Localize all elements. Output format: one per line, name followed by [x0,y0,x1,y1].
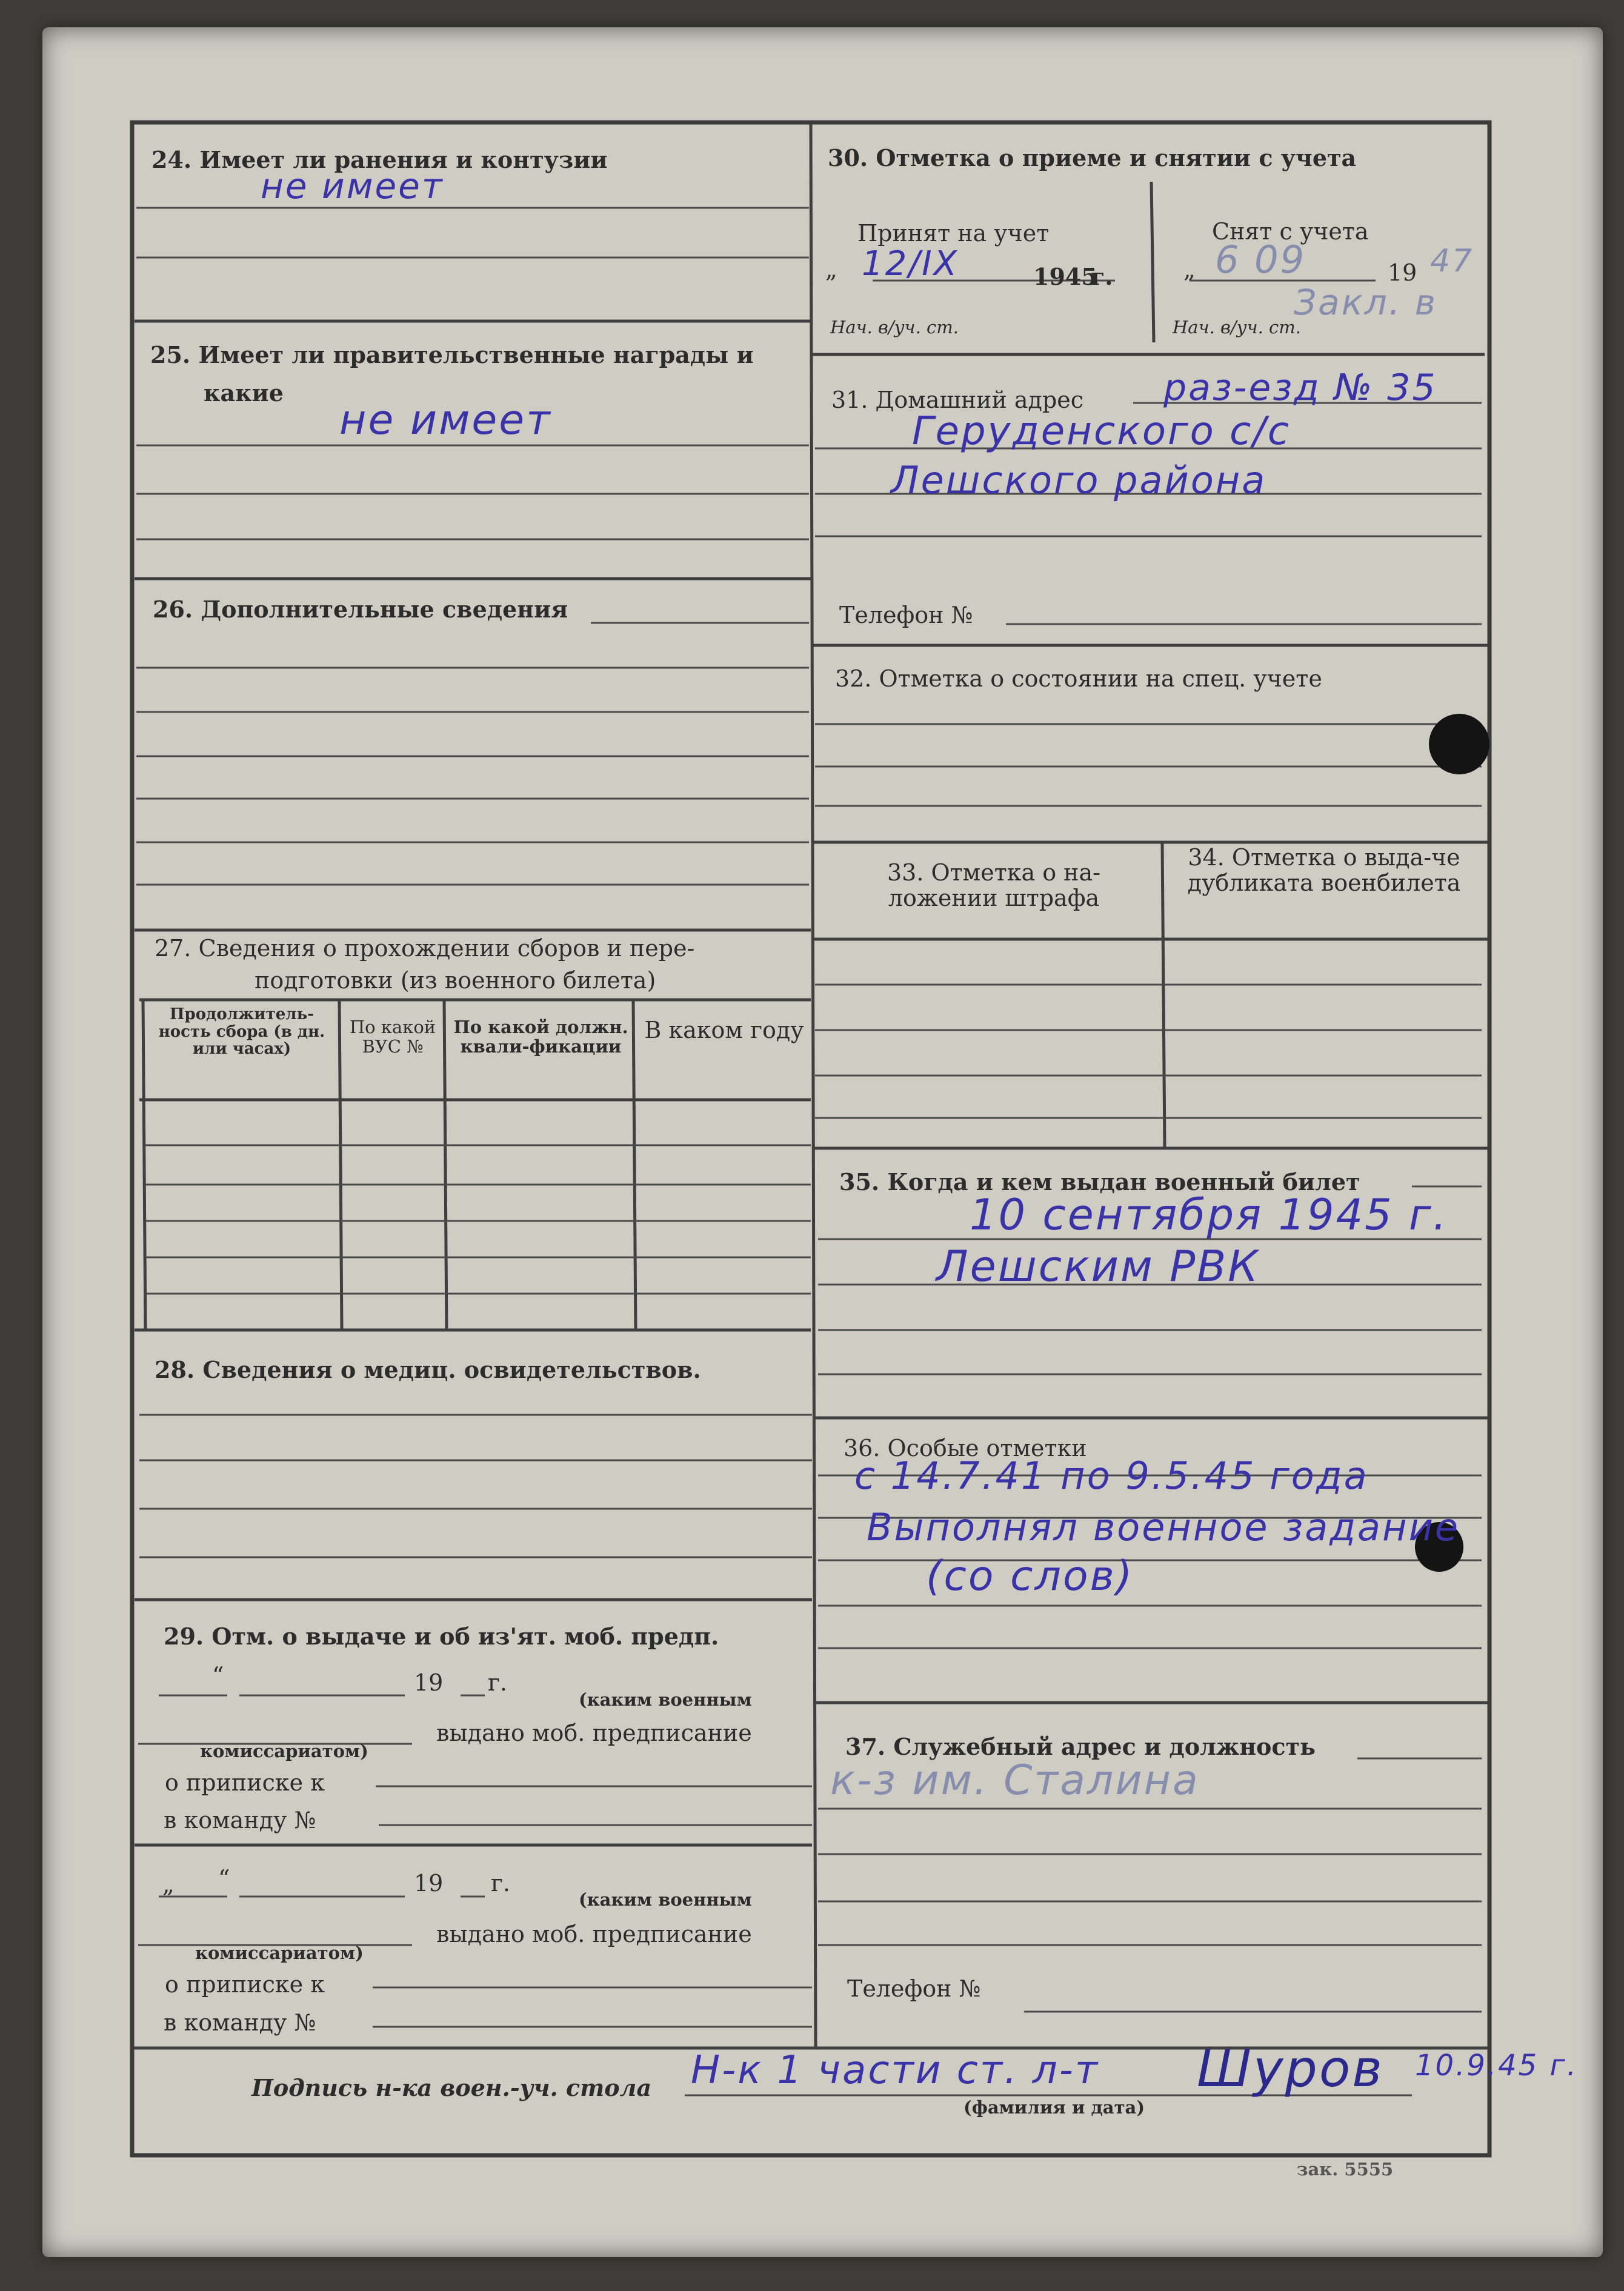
f29-issued2: выдано моб. предписание [436,1921,752,1947]
f30-accepted-date: 12/IX [862,244,959,284]
f25-label-line1: 25. Имеет ли правительственные награды и [150,341,754,368]
f35-line2: Лешским РВК [936,1242,1260,1291]
f31-label: 31. Домашний адрес [831,387,1084,413]
f27-col-duration: Продолжитель-ность сбора (в дн. или часах) [158,1005,325,1059]
f30-chief1: Нач. в/уч. ст. [830,317,959,337]
f37-phone: Телефон № [847,1975,981,2002]
f31-line3: Лешского района [891,458,1267,502]
f30-chief2: Нач. в/уч. ст. [1173,317,1301,337]
f30-accepted-quote: „ [825,256,837,283]
f29-yearsuffix2: г. [491,1870,510,1897]
f29-label: 29. Отм. о выдаче и об из'ят. моб. предп. [164,1623,719,1650]
f24-label: 24. Имеет ли ранения и контузии [151,146,608,173]
f29-team2: в команду № [164,2009,316,2036]
f30-removed-year: 19 [1388,259,1417,286]
f24-answer: не имеет [261,165,444,207]
printer-mark: зак. 5555 [1297,2159,1394,2180]
f30-label: 30. Отметка о приеме и снятии с учета [828,144,1357,171]
f29-quote-open2: „ [162,1871,175,1898]
f29-bywhich2: (каким военным [579,1889,752,1910]
f30-accepted: Принят на учет [857,220,1050,247]
signature-label: Подпись н-ка воен.-уч. стола [251,2074,652,2101]
f29-year1: 19 [414,1669,444,1696]
f31-phone: Телефон № [839,602,973,628]
f29-bywhich1: (каким военным [579,1689,752,1710]
f31-line2: Геруденского с/с [912,409,1291,454]
f29-issued1: выдано моб. предписание [436,1720,752,1746]
signature-date: 10.9.45 г. [1415,2049,1578,2083]
signature-name: Шуров [1197,2039,1384,2098]
f27-col-position: По какой должн. квали-фикации [453,1017,628,1057]
f28-label: 28. Сведения о медиц. освидетельствов. [155,1356,701,1383]
f29-year2: 19 [414,1870,444,1897]
f29-yearsuffix1: г. [488,1669,507,1696]
f36-line1: с 14.7.41 по 9.5.45 года [854,1454,1369,1498]
f29-quote-close2: “ [218,1865,230,1892]
f36-line3: (со слов) [926,1552,1134,1600]
f30-removed-note: Закл. в [1294,282,1437,323]
f29-assign2: о приписке к [165,1971,325,1998]
f26-label: 26. Дополнительные сведения [153,596,568,623]
f30-removed-date: 6 09 [1215,238,1306,282]
f29-commissariat1: комиссариатом) [200,1741,368,1761]
f30-accepted-year-suffix: г. [1091,263,1113,290]
f36-line2: Выполнял военное задание [867,1505,1460,1549]
f36-label: 36. Особые отметки [844,1435,1087,1461]
f27-col-year: В каком году [644,1017,804,1043]
f29-team1: в команду № [164,1807,316,1834]
signature-position: Н-к 1 части ст. л-т [691,2048,1100,2093]
f35-line1: 10 сентября 1945 г. [970,1190,1448,1240]
f30-accepted-year: 1945 [1033,263,1097,290]
f25-label-line2: какие [204,379,284,407]
f30-removed: Снят с учета [1212,218,1369,245]
f30-removed-quote: „ [1183,256,1196,283]
f27-label-line1: 27. Сведения о прохождении сборов и пере- [155,935,695,962]
f37-label: 37. Служебный адрес и должность [845,1733,1316,1760]
f29-quote1: “ [212,1662,224,1689]
f30-removed-year-hw: 47 [1430,243,1474,279]
f27-label-line2: подготовки (из военного билета) [255,967,656,994]
f34-label: 34. Отметка о выда-че дубликата военбилета [1187,844,1461,896]
f25-answer: не имеет [339,396,552,444]
f31-line1: раз-езд № 35 [1163,367,1437,409]
f33-label: 33. Отметка о на-ложении штрафа [887,859,1101,911]
signature-caption: (фамилия и дата) [963,2097,1145,2118]
f32-label: 32. Отметка о состоянии на спец. учете [835,665,1322,692]
f29-assign1: о приписке к [165,1769,325,1796]
f27-col-vus: По какой ВУС № [349,1017,436,1057]
f29-commissariat2: комиссариатом) [195,1943,364,1963]
f37-answer: к-з им. Сталина [830,1757,1200,1804]
f35-label: 35. Когда и кем выдан военный билет [839,1168,1360,1195]
